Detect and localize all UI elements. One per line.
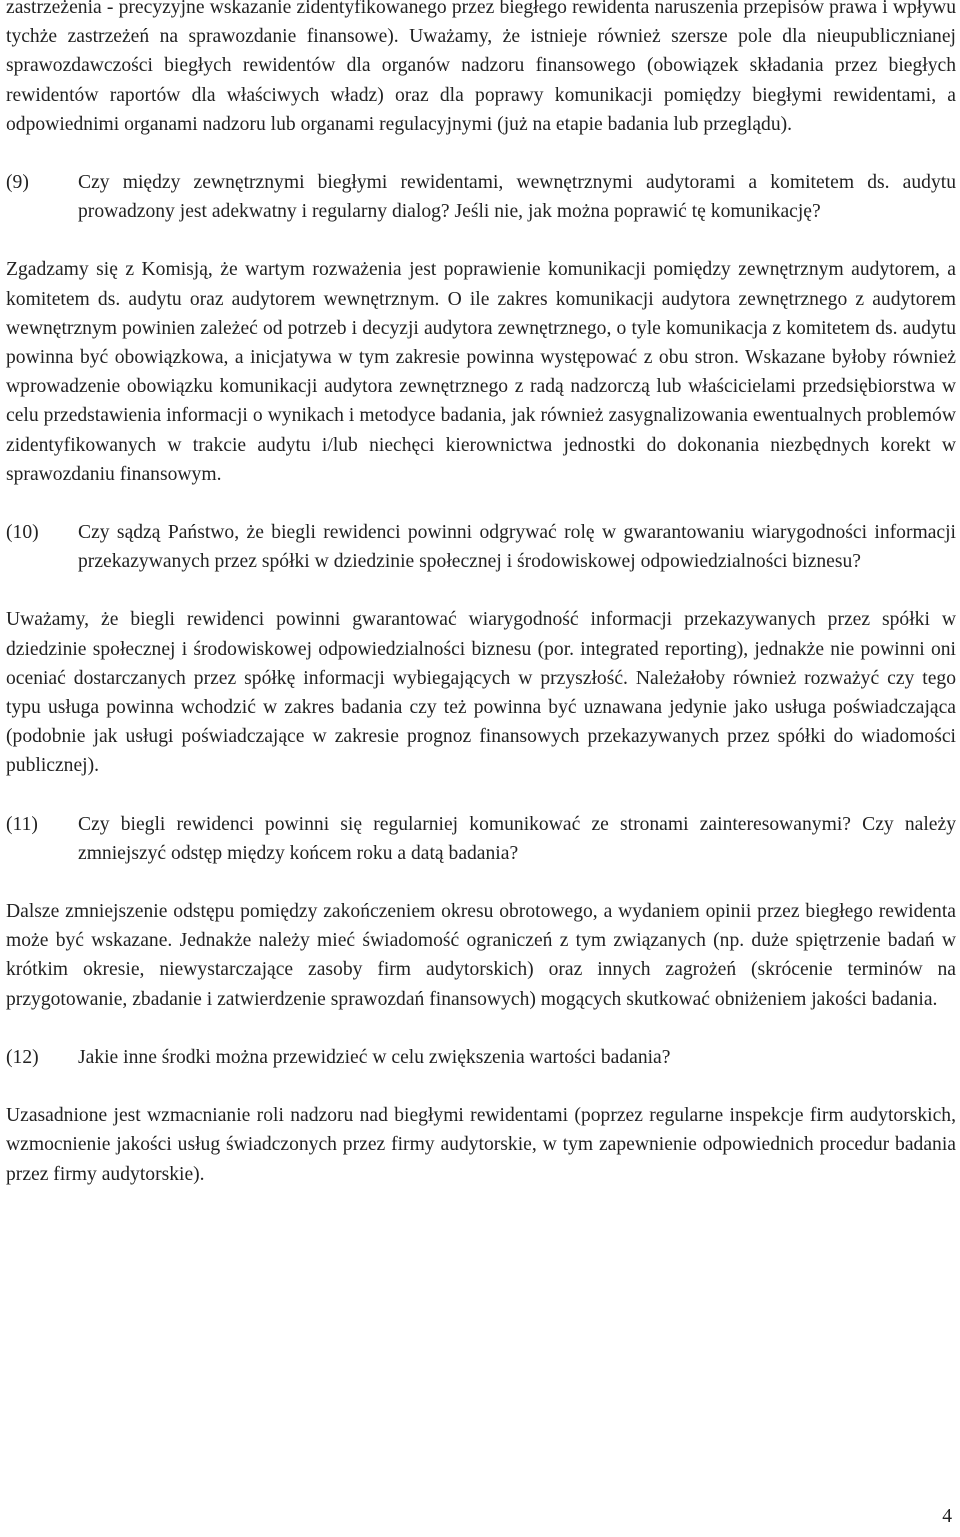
- question-11: [6, 810, 956, 868]
- question-text: Czy sądzą Państwo, że biegli rewidenci powinni odgrywać rolę w gwarantowaniu wiarygodności informacji przekazywanych przez spółki w dziedzinie społecznej i środowiskowej odpowiedzialności biznesu?: [78, 522, 956, 573]
- question-text: Czy między zewnętrznymi biegłymi rewidentami, wewnętrznymi audytorami a komitetem ds. audytu prowadzony jest adekwatny i regularny dialog? Jeśli nie, jak można poprawić tę komunikację?: [78, 172, 956, 223]
- document-page: [6, 0, 956, 1189]
- question-text: Jakie inne środki można przewidzieć w celu zwiększenia wartości badania?: [78, 1046, 671, 1068]
- paragraph-answer-11: Dalsze zmniejszenie odstępu pomiędzy zakończeniem okresu obrotowego, a wydaniem opinii przez biegłego rewidenta może być wskazane. Jednakże należy mieć świadomość ograniczeń z tym związanych (np. duże spiętrzenie badań w krótkim okresie, niewystarczające zasoby firm audytorskich) oraz innych zagrożeń (skrócenie terminów na przygotowanie, zbadanie i zatwierdzenie sprawozdań finansowych) mogących skutkować obniżeniem jakości badania.: [6, 901, 956, 1010]
- question-12: [6, 1043, 956, 1072]
- paragraph-answer-9: Zgadzamy się z Komisją, że wartym rozważenia jest poprawienie komunikacji pomiędzy zewnętrznym audytorem, a komitetem ds. audytu oraz audytorem wewnętrznym. O ile zakres komunikacji audytora zewnętrznego z audytorem wewnętrznym powinien zależeć od potrzeb i decyzji audytora zewnętrznego, o tyle komunikacja z komitetem ds. audytu powinna być obowiązkowa, a inicjatywa w tym zakresie powinna występować z obu stron. Wskazane byłoby również wprowadzenie obowiązku komunikacji audytora zewnętrznego z radą nadzorczą lub właścicielami przedsiębiorstwa w celu przedstawienia informacji o wynikach i metodyce badania, jak również zasygnalizowania ewentualnych problemów zidentyfikowanych w trakcie audytu i/lub niechęci kierownictwa jednostki do dokonania niezbędnych korekt w sprawozdaniu finansowym.: [6, 259, 956, 485]
- paragraph-answer-10: Uważamy, że biegli rewidenci powinni gwarantować wiarygodność informacji przekazywanych przez spółki w dziedzinie społecznej i środowiskowej odpowiedzialności biznesu (por. integrated reporting), jednakże nie powinni oni oceniać dostarczanych przez spółkę informacji wybiegających w przyszłość. Należałoby również rozważyć czy tego typu usługa powinna wchodzić w zakres badania czy też powinna być uznawana jedynie jako usługa poświadczająca (podobnie jak usługi poświadczające w zakresie prognoz finansowych przekazywanych przez spółki do wiadomości publicznej).: [6, 609, 956, 777]
- paragraph-answer-12: Uzasadnione jest wzmacnianie roli nadzoru nad biegłymi rewidentami (poprzez regularne inspekcje firm audytorskich, wzmocnienie jakości usług świadczonych przez firmy audytorskie, w tym zapewnienie odpowiednich procedur badania przez firmy audytorskie).: [6, 1105, 956, 1185]
- page-number: 4: [942, 1506, 952, 1527]
- question-10: [6, 518, 956, 576]
- question-number: (11): [6, 813, 38, 835]
- paragraph-auditor-reporting: zastrzeżenia - precyzyjne wskazanie zidentyfikowanego przez biegłego rewidenta naruszenia przepisów prawa i wpływu tychże zastrzeżeń na sprawozdanie finansowe). Uważamy, że istnieje również szersze pole dla nieupublicznianej sprawozdawczości biegłych rewidentów dla organów nadzoru finansowego (obowiązek składania przez biegłych rewidentów raportów dla właściwych władz) oraz dla poprawy komunikacji pomiędzy biegłymi rewidentami, a odpowiednimi organami nadzoru lub organami regulacyjnymi (już na etapie badania lub przeglądu).: [6, 0, 956, 135]
- question-number: (12): [6, 1046, 39, 1068]
- question-number: (9): [6, 172, 29, 194]
- question-text: Czy biegli rewidenci powinni się regularniej komunikować ze stronami zainteresowanymi? Czy należy zmniejszyć odstęp między końcem roku a datą badania?: [78, 813, 956, 864]
- question-number: (10): [6, 522, 39, 544]
- question-9: [6, 168, 956, 226]
